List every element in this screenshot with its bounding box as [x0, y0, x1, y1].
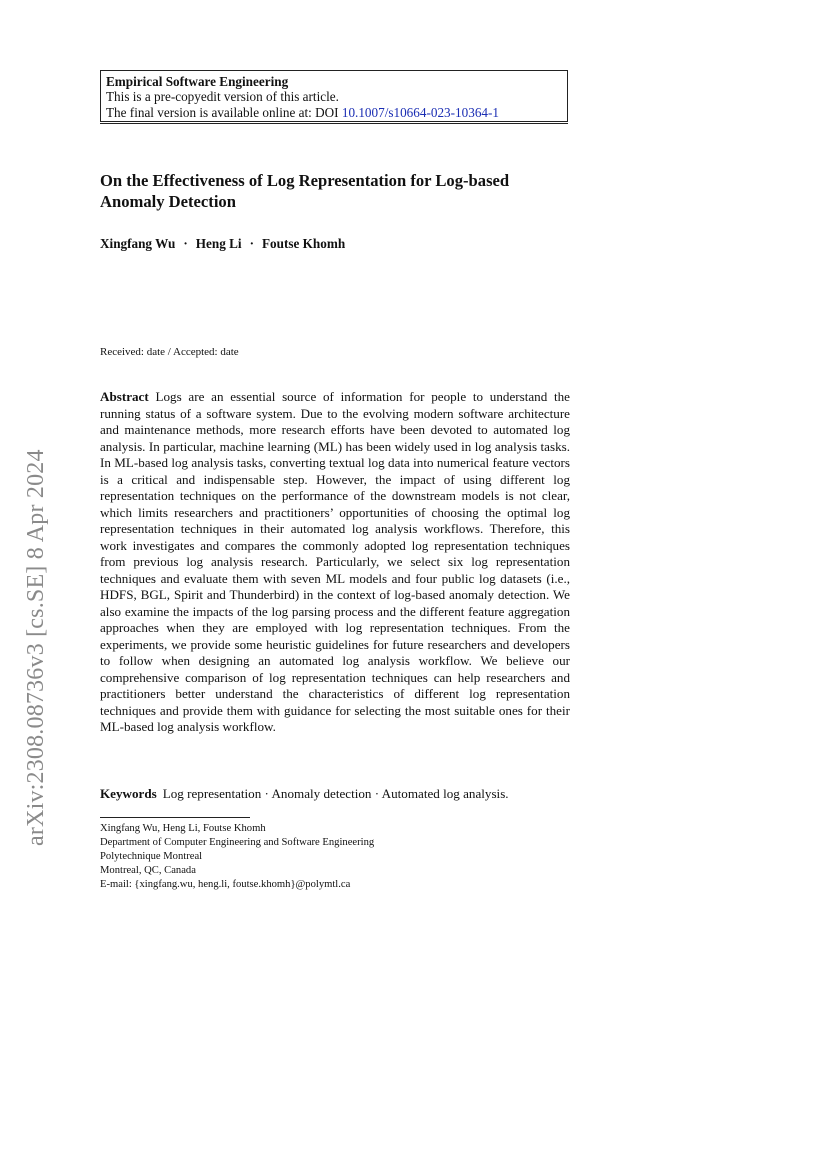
journal-name: Empirical Software Engineering	[106, 74, 289, 89]
title-line-2: Anomaly Detection	[100, 191, 236, 211]
affiliation-names: Xingfang Wu, Heng Li, Foutse Khomh	[100, 823, 266, 834]
arxiv-side-stamp: arXiv:2308.08736v3 [cs.SE] 8 Apr 2024	[23, 449, 49, 846]
journal-header-box	[100, 70, 568, 122]
affiliation-city: Montreal, QC, Canada	[100, 865, 196, 877]
author-name: Heng Li	[195, 236, 242, 251]
keywords-text: Log representation · Anomaly detection · Automated log analysis.	[162, 786, 509, 801]
author-list	[100, 236, 345, 252]
author-separator: ·	[249, 236, 254, 251]
author-separator: ·	[183, 236, 188, 251]
doi-link[interactable]: 10.1007/s10664-023-10364-1	[341, 104, 499, 120]
abstract-label: Abstract	[100, 389, 149, 404]
title-line-1: On the Effectiveness of Log Representation for Log-based	[100, 171, 510, 190]
abstract-block	[100, 389, 570, 736]
affiliation-school: Polytechnique Montreal	[100, 851, 203, 863]
header-rule	[100, 123, 568, 124]
affiliation-dept: Department of Computer Engineering and Software Engineering	[100, 837, 375, 849]
affiliation-block	[100, 822, 580, 892]
author-name: Xingfang Wu	[100, 236, 176, 251]
keywords-label: Keywords	[100, 786, 157, 801]
abstract-text: Logs are an essential source of information for people to understand the running status of a software system. Due to the evolving modern software architecture and maintenance methods, more research efforts have been devoted to automated log analysis. In particular, machine learning (ML) has been widely used in log analysis tasks. In ML-based log analysis tasks, converting textual log data into numerical feature vectors is a critical and indispensable step. However, the impact of using different log representation techniques on the performance of the downstream models is not clear, which limits researchers and practitioners’ opportunities of choosing the optimal log representation techniques in their automated log analysis workflows. Therefore, this work investigates and compares the commonly adopted log representation techniques from previous log analysis research. Particularly, we select six log representation techniques and evaluate them with seven ML models and four public log datasets (i.e., HDFS, BGL, Spirit and Thunderbird) in the context of log-based anomaly detection. We also examine the impacts of the log parsing process and the different feature aggregation approaches when they are employed with log representation techniques. From the experiments, we provide some heuristic guidelines for future researchers and developers to follow when designing an automated log analysis workflow. We believe our comprehensive comparison of log representation techniques can help researchers and practitioners better understand the characteristics of different log representation techniques and provide them with guidance for selecting the most suitable ones for their ML-based log analysis workflow.	[100, 389, 570, 734]
received-date: Received: date / Accepted: date	[100, 346, 239, 358]
doi-prefix: The final version is available online at: DOI	[106, 104, 342, 120]
keywords-block	[100, 786, 580, 802]
author-name: Foutse Khomh	[261, 236, 346, 251]
preprint-note: This is a pre-copyedit version of this article.	[106, 89, 339, 105]
doi-line	[106, 105, 562, 120]
paper-title	[100, 171, 600, 212]
affiliation-email: E-mail: {xingfang.wu, heng.li, foutse.khomh}@polymtl.ca	[100, 879, 351, 891]
footnote-rule	[100, 817, 250, 818]
